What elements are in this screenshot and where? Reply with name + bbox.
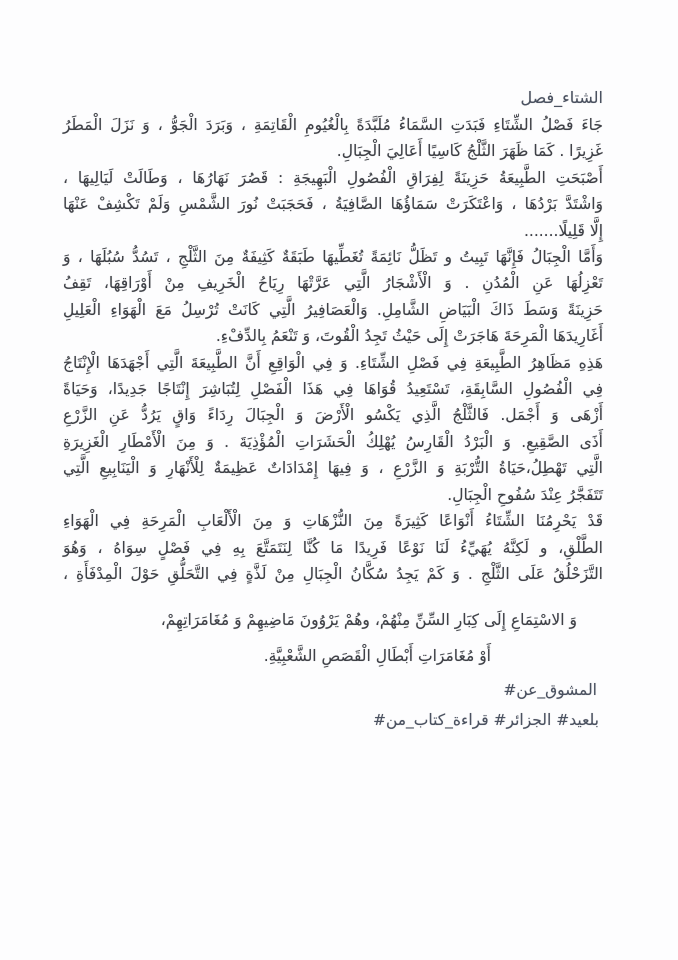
hashtag-segment: _ <box>445 711 453 730</box>
hashtag-segment: # <box>503 681 517 700</box>
hashtag-line <box>63 677 597 703</box>
text-line: الَّتِي تَهْطِلُ،حَيَاةُ التُّرْبَةِ وَ الزَّرْعِ ، وَ فِيهَا إِمْدَادَاتٌ عَظِيمَةٌ لِلْأَنْهَارِ وَ الْيَنَابِيعِ الَّتِي <box>63 459 603 478</box>
hashtag-segment: قراءة <box>452 711 489 730</box>
text-line: وَاشْتَدَّ بَرْدُهَا ، وَاعْتَكَرَتْ سَمَاؤُهَا الصَّافِيَةُ ، فَحَجَبَتْ نُورَ الشَّمْسِ وَلَمْ تَكْشِفْ عَنْهَا <box>63 195 603 214</box>
text-line: أَزْهَى وَ أَجْمَل. فَالثَّلْجُ الَّذِي يَكْسُو الْأَرْضَ وَ الْجِبَالَ رِدَاءً وَاقٍ يَرُدُّ عَنِ الزَّرْعِ <box>63 406 603 425</box>
hashtag-segment: عن <box>516 681 538 700</box>
hashtag-segment: الجزائر <box>506 711 552 730</box>
post-text-block <box>63 84 603 733</box>
text-line: هَذِهِ مَظَاهِرُ الطَّبِيعَةِ فِي فَصْلِ الشِّتَاءِ. وَ فِي الْوَاقِعِ أَنَّ الطَّبِيعَةَ الَّتِي أَجْهَدَهَا الْإِنْتَاجُ <box>63 353 603 372</box>
hashtag-block <box>63 677 603 733</box>
hashtag-segment: # <box>372 711 386 730</box>
text-line: أَغَارِيدَهَا الْمَرِحَةَ هَاجَرَتْ إِلَى حَيْثُ تَجِدُ الْقُوتَ، وَ تَنْعَمُ بِالدِّفْءِ. <box>215 327 603 346</box>
hashtag-segment: الشتاء <box>562 88 603 107</box>
hashtag-segment: _ <box>406 711 414 730</box>
closing-line: أَوْ مُغَامَرَاتِ أَبْطَالِ الْقَصَصِ الشَّعْبِيَّةِ. <box>263 646 491 665</box>
text-line: وَأَمَّا الْجِبَالُ فَإِنَّهَا تَبِيتُ و تَظَلُّ نَائِمَةً تُغَطِّيهَا طَبَقَةٌ كَثِيفَةٌ مِنَ الثَّلْجِ ، تَسُدُّ سُبُلَهَا ، وَ <box>63 248 603 267</box>
hashtag-segment: فصل <box>520 88 555 107</box>
text-line: التَّزَحْلُقُ عَلَى الثَّلْجِ . وَ كَمْ يَجِدُ سُكَّانُ الْجِبَالِ مِنْ لَذَّةٍ فِي التَّحَلُّقِ حَوْلَ الْمِدْفَأَةِ ، <box>63 564 603 583</box>
text-line: إِلَّا قَلِيلًا....... <box>523 221 603 240</box>
text-line: تَتَفَجَّرُ عِنْدَ سُفُوحِ الْجِبَالِ. <box>447 485 603 504</box>
hashtag-segment: _ <box>537 681 546 700</box>
text-line: تَعْزِلُهَا عَنِ الْمُدُنِ . وَ الْأَشْجَارُ الَّتِي عَرَّتْهَا رِيَاحُ الْخَرِيفِ مِنْ أَوْرَاقِهَا، تَقِفُ <box>63 274 603 293</box>
text-line: حَزِينَةً وَسَطَ ذَاكَ الْبَيَاضِ الشَّامِلِ. وَالْعَصَافِيرُ الَّتِي كَانَتْ تُرْسِلُ مَعَ الْهَوَاءِ الْعَلِيلِ <box>63 300 603 319</box>
hashtag-segment: المشوق <box>545 681 597 700</box>
text-line: قَدْ يَحْرِمُنَا الشِّتَاءُ أَنْوَاعًا كَثِيرَةً مِنَ النُّزْهَاتِ وَ مِنَ الْأَلْعَابِ الْمَرِحَةِ فِي الْهَوَاءِ <box>63 512 603 531</box>
body-text <box>63 112 603 587</box>
hashtag-line <box>63 707 599 733</box>
hashtag-segment: كتاب <box>413 711 446 730</box>
hashtag-segment: من <box>385 711 407 730</box>
text-line: أَذَى الصَّقِيعِ. وَ الْبَرْدُ الْقَارِسُ يُهْلِكُ الْحَشَرَاتِ الْمُؤْذِيَةَ . وَ مِنَ الْأَمْطَارِ الْغَزِيرَةِ <box>63 432 603 451</box>
text-line: جَاءَ فَصْلُ الشِّتَاءِ فَبَدَتِ السَّمَاءُ مُلَبَّدَةً بِالْغُيُومِ الْقَاتِمَةِ ، وَبَرَدَ الْجَوُّ ، وَ نَزَلَ الْمَطَرُ <box>63 116 603 134</box>
closing-line: وَ الاسْتِمَاعِ إِلَى كِبَارِ السِّنِّ مِنْهُمْ، وهُمْ يَرْوُونَ مَاضِيهِمْ وَ مُغَامَرَاتِهِمْ، <box>160 611 577 630</box>
post-title-hashtag <box>63 84 603 111</box>
hashtag-segment: بلعيد <box>569 711 599 730</box>
text-line: فِي الْفُصُولِ السَّابِقَةِ، تَسْتَعِيدُ قُوَاهَا فِي هَذَا الْفَصْلِ لِتُبَاشِرَ إِنْتَاجًا جَدِيدًا، وَحَيَاةً <box>63 380 603 399</box>
text-line: الطَّلْقِ، و لَكِنَّهُ يُهَيِّءُ لَنَا نَوْعًا فَرِيدًا مَا كُنَّا لِنَتَمَتَّعَ بِهِ فِي فَصْلٍ سِوَاهُ ، وَهُوَ <box>63 538 603 557</box>
hashtag-segment: _ <box>554 88 563 107</box>
hashtag-segment: # <box>556 711 570 730</box>
hashtag-segment: # <box>493 711 507 730</box>
closing-text <box>63 607 603 669</box>
text-line: أَصْبَحَتِ الطَّبِيعَةُ حَزِينَةً لِفِرَاقِ الْفُصُولِ الْبَهِيجَةِ : قَصُرَ نَهَارُهَا ، وَطَالَتْ لَيَالِيهَا ، <box>63 168 603 187</box>
text-line: غَزِيرًا . كَمَا ظَهَرَ الثَّلْجُ كَاسِيًا أَعَالِيَ الْجِبَالِ. <box>336 142 603 161</box>
